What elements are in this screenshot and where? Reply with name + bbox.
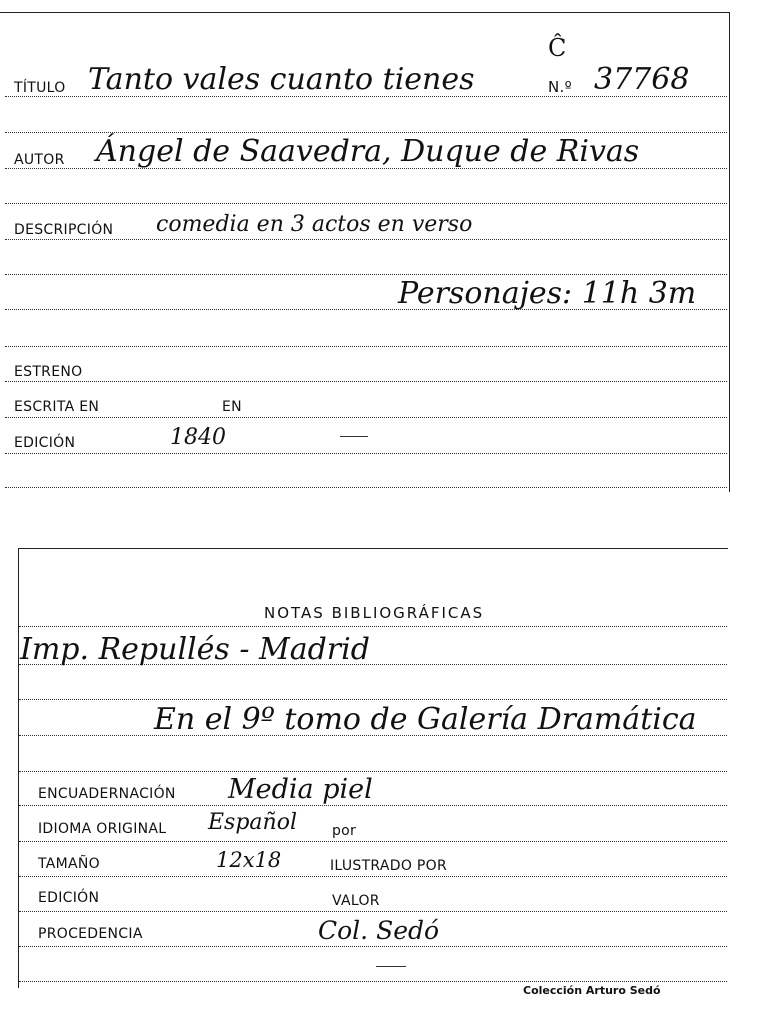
autor-label: AUTOR	[14, 152, 65, 168]
en-label: EN	[222, 399, 242, 415]
numero-mark: Ĉ	[548, 34, 567, 62]
dotted-rule	[5, 274, 727, 275]
notas-heading: NOTAS BIBLIOGRÁFICAS	[264, 604, 485, 622]
procedencia-label: PROCEDENCIA	[38, 926, 143, 942]
numero-label: N.º	[548, 78, 572, 96]
dotted-rule	[19, 981, 727, 982]
descripcion-value: comedia en 3 actos en verso	[156, 212, 473, 237]
por-label: por	[332, 823, 357, 839]
encuadernacion-label: ENCUADERNACIÓN	[38, 786, 176, 802]
edicion-label: EDICIÓN	[14, 435, 76, 451]
dotted-rule	[19, 841, 727, 842]
tamano-value: 12x18	[216, 848, 282, 872]
encuadernacion-value: Media piel	[228, 774, 373, 805]
dotted-rule	[5, 239, 727, 240]
dotted-rule	[19, 626, 727, 627]
titulo-label: TÍTULO	[14, 80, 66, 96]
dotted-rule	[19, 771, 727, 772]
edicion-value: 1840	[170, 425, 226, 450]
autor-value: Ángel de Saavedra, Duque de Rivas	[96, 134, 640, 169]
edicion-back-label: EDICIÓN	[38, 890, 100, 906]
pen-stroke	[376, 966, 406, 967]
idioma-value: Español	[208, 810, 297, 835]
dotted-rule	[5, 453, 727, 454]
idioma-label: IDIOMA ORIGINAL	[38, 821, 167, 837]
dotted-rule	[5, 346, 727, 347]
estreno-label: ESTRENO	[14, 364, 83, 380]
valor-label: VALOR	[332, 893, 380, 909]
nota-line-1: Imp. Repullés - Madrid	[20, 632, 370, 667]
escrita-en-label: ESCRITA EN	[14, 399, 100, 415]
ilustrado-label: ILUSTRADO POR	[330, 858, 447, 874]
dotted-rule	[19, 699, 727, 700]
personajes-value: Personajes: 11h 3m	[398, 276, 697, 311]
nota-line-2: En el 9º tomo de Galería Dramática	[154, 702, 697, 737]
descripcion-label: DESCRIPCIÓN	[14, 222, 114, 238]
titulo-value: Tanto vales cuanto tienes	[88, 62, 475, 97]
procedencia-value: Col. Sedó	[318, 916, 440, 945]
tamano-label: TAMAÑO	[38, 856, 100, 872]
dotted-rule	[5, 132, 727, 133]
dotted-rule	[5, 381, 727, 382]
dotted-rule	[19, 805, 727, 806]
dotted-rule	[19, 946, 727, 947]
dotted-rule	[19, 876, 727, 877]
numero-value: 37768	[594, 62, 690, 97]
dotted-rule	[5, 417, 727, 418]
pen-stroke	[340, 436, 368, 437]
dotted-rule	[5, 203, 727, 204]
dotted-rule	[19, 911, 727, 912]
collection-footer: Colección Arturo Sedó	[523, 984, 661, 997]
dotted-rule	[5, 487, 727, 488]
